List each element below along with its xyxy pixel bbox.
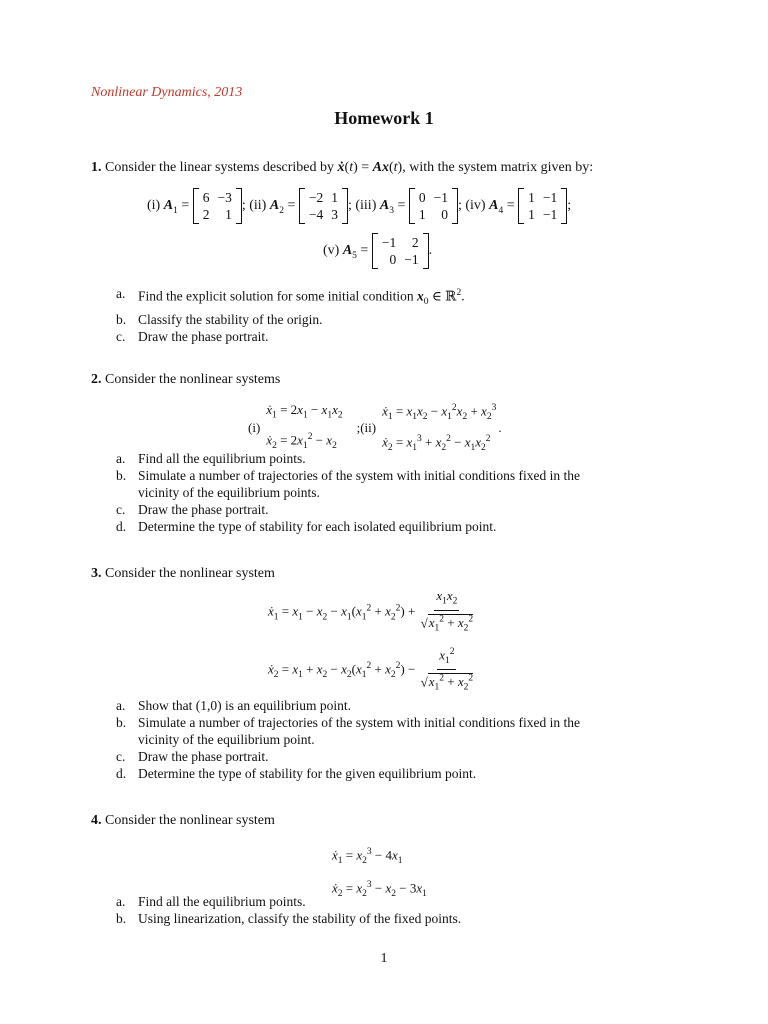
- matrix-4: (iv) $A_4$ = 1 −1 1 −1 ;: [465, 190, 572, 222]
- matrix-3: (iii) $A_3$ = 0 −1 1 0 ;: [355, 190, 462, 222]
- list-item: a. Find all the equilibrium points.: [116, 451, 306, 466]
- list-item: c. Draw the phase portrait.: [116, 749, 269, 764]
- question-text: Consider the linear systems described by: [105, 160, 335, 175]
- question-1-heading: [91, 160, 593, 176]
- system-equations-2: (i) ẋ$_1$ = $2x_1 - x_1x_2$ ẋ$_2$ = $2x_1^2 - x_2$ ;(ii) ẋ$_1$ = $x_1x_2 - x_1^2x_2 + x_2^3$ ẋ$_2$ = $x_1^3 + x_2^2 - x_1x_2^2$ .: [248, 401, 502, 453]
- list-item: b. Using linearization, classify the stability of the fixed points.: [116, 911, 462, 926]
- matrix-1: (i) $A_1$ = 6 −3 2 1 ;: [147, 190, 246, 222]
- list-item: b. Simulate a number of trajectories of the system with initial conditions fixed in the: [116, 468, 581, 483]
- question-1-items: [116, 285, 465, 345]
- list-item: a. Show that (1,0) is an equilibrium point.: [116, 698, 351, 713]
- list-item: d. Determine the type of stability for the given equilibrium point.: [116, 766, 477, 781]
- list-item: c. Draw the phase portrait.: [116, 329, 269, 345]
- list-item: a. Find all the equilibrium points.: [116, 894, 306, 909]
- question-2-items: [116, 450, 580, 535]
- list-item: b. Simulate a number of trajectories of the system with initial conditions fixed in the: [116, 715, 581, 730]
- list-item: d. Determine the type of stability for each isolated equilibrium point.: [116, 519, 497, 534]
- list-item: a. Find the explicit solution for some initial condition $x_0$ ∈ ℝ$^2$.: [116, 286, 465, 308]
- question-4-heading: 4. Consider the nonlinear system: [91, 813, 275, 828]
- list-item: vicinity of the equilibrium point.: [138, 732, 315, 747]
- system-equations-4: ẋ$_1$ = $x_2^3 - 4x_1$ ẋ$_2$ = $x_2^3 - x_2 - 3x_1$: [332, 847, 427, 899]
- homework-title: Homework 1: [334, 108, 434, 128]
- matrix-2: (ii) $A_2$ = −2 1 −4 3 ;: [249, 190, 352, 222]
- question-text-after: , with the system matrix given by:: [402, 160, 594, 175]
- list-item: vicinity of the equilibrium points.: [138, 485, 320, 500]
- question-2-heading: 2. Consider the nonlinear systems: [91, 372, 281, 387]
- page-number: 1: [380, 951, 388, 966]
- question-number: 1.: [91, 160, 102, 175]
- list-item: c. Draw the phase portrait.: [116, 502, 269, 517]
- matrix-row-1: [147, 188, 571, 224]
- question-4-items: [116, 893, 461, 927]
- ode-equation: ẋ(t) = Ax(t): [337, 160, 403, 175]
- list-item: b. Classify the stability of the origin.: [116, 312, 323, 328]
- system-equations-3b: ẋ$_2$ = $x_1 + x_2 - x_2(x_1^2 + x_2^2)$ − $\frac{x_1^2}{√x_1^2 + x_2^2}$: [268, 644, 475, 697]
- system-equations-3a: ẋ$_1$ = $x_1 - x_2 - x_1(x_1^2 + x_2^2)$ + $\frac{x_1x_2}{√x_1^2 + x_2^2}$: [268, 588, 474, 634]
- course-title: Nonlinear Dynamics, 2013: [91, 85, 243, 100]
- matrix-5: (v) $A_5$ = −1 2 0 −1 .: [323, 235, 433, 267]
- question-3-heading: 3. Consider the nonlinear system: [91, 566, 275, 581]
- question-3-items: [116, 697, 580, 782]
